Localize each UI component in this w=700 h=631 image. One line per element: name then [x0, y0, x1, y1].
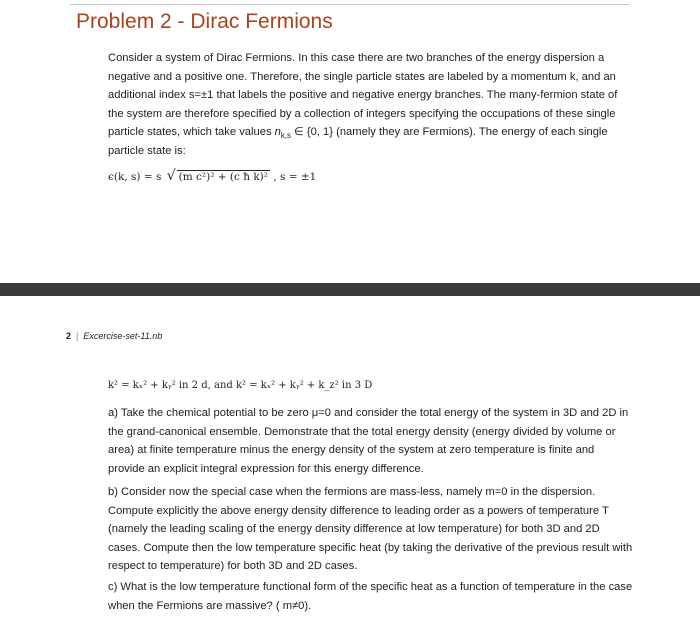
top-rule — [70, 4, 630, 5]
page-divider — [0, 283, 700, 296]
page-header — [66, 331, 162, 341]
top-page — [0, 0, 700, 283]
question-c: c) What is the low temperature functional form of the specific heat as a function of temperature in the case when the Fermions are massive? ( m≠0). — [108, 581, 633, 612]
formula-lhs: ϵ(k, s) = s — [108, 171, 162, 183]
occupation-symbol: n — [274, 126, 281, 138]
question-a: a) Take the chemical potential to be zero μ=0 and consider the total energy of the system in 3D and 2D in the grand-canonical ensemble. Demonstrate that the total energy density (energy divided by volume or area) at finite temperature minus the energy density of the system at zero temperature is finite and provide an explicit integral expression for this energy difference. — [108, 407, 629, 475]
occupation-subscript: k,s — [280, 131, 291, 141]
energy-dispersion-formula — [108, 168, 316, 184]
formula-condition: , s = ±1 — [273, 171, 317, 183]
formula-radicand: (m c²)² + (c ħ k)² — [178, 171, 268, 183]
header-separator: | — [76, 331, 79, 341]
question-b: b) Consider now the special case when the fermions are mass-less, namely m=0 in the dispersion. Compute explicitly the above energy density difference to leading order as a powers of temperature T (namely the leading scaling of the energy density difference at low temperature) for both 3D and 2D cases. Compute then the low temperature specific heat (by taking the derivative of the previous result with respect to temperature) for both 3D and 2D cases. — [108, 486, 633, 572]
intro-text-part1: Consider a system of Dirac Fermions. In this case there are two branches of the energy dispersion a negative and a positive one. Therefore, the single particle states are labeled by a momentum k, and an additional index s=±1 that labels the positive and negative energy branches. The many-fermion state of the system are therefore specified by a collection of integers specifying the occupations of these single particle states, which take values — [108, 52, 618, 138]
page-number: 2 — [66, 331, 72, 341]
intro-paragraph — [108, 49, 628, 160]
radical-sign: √ — [166, 168, 176, 184]
notebook-filename: Excercise-set-11.nb — [83, 331, 163, 341]
k-definition: k² = kₓ² + kᵧ² in 2 d, and k² = kₓ² + kᵧ² + k_z² in 3 D — [108, 380, 373, 391]
intro-text-part2: ∈ {0, 1} (namely they are Fermions). The energy of each single particle state is: — [108, 126, 608, 157]
problem-title: Problem 2 - Dirac Fermions — [76, 10, 333, 33]
